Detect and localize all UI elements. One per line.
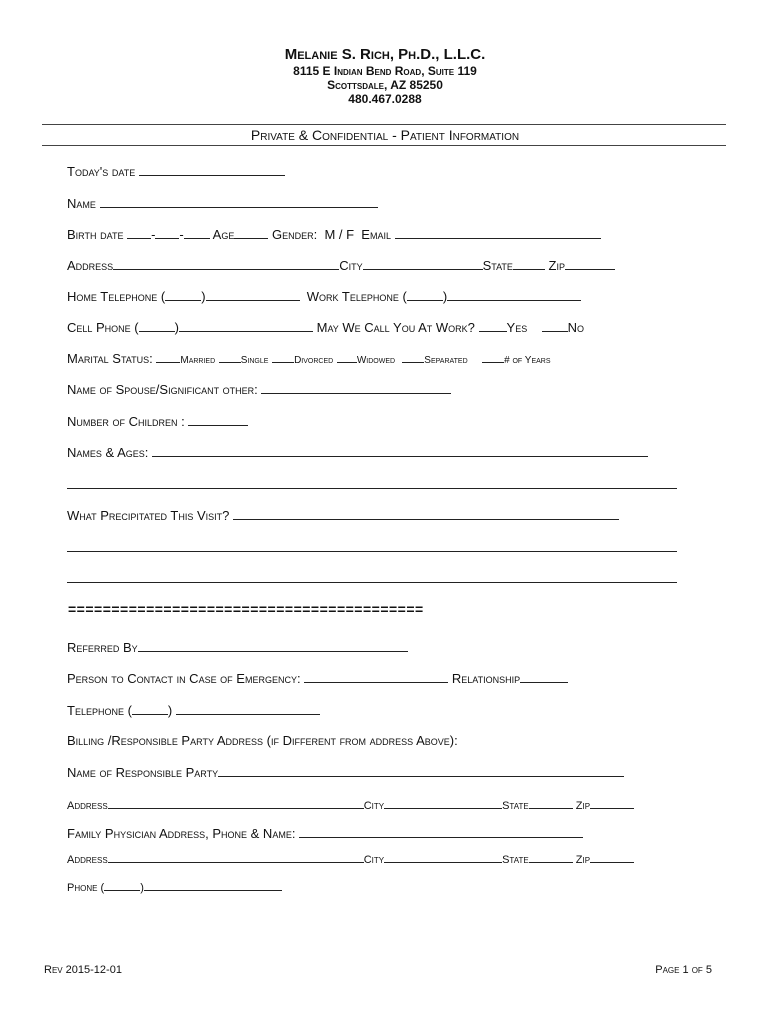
precipitated-field[interactable] — [233, 507, 619, 520]
home-tel-field[interactable] — [206, 288, 300, 301]
title-rule-bottom — [42, 145, 726, 146]
cell-row: Cell Phone ( ) May We Call You At Work? Yes No — [67, 320, 585, 335]
billing-address-label: Address — [67, 800, 108, 812]
relationship-label: Relationship — [451, 671, 521, 686]
gender-label: Gender: — [271, 227, 318, 242]
age-field[interactable] — [234, 226, 268, 239]
todays-date-field[interactable] — [139, 163, 285, 176]
telephone-row: Home Telephone ( ) Work Telephone ( ) — [67, 288, 581, 305]
physician-city-field[interactable] — [384, 850, 502, 863]
precipitated-line-3[interactable] — [67, 582, 677, 583]
single-label: Single — [240, 355, 269, 366]
physician-state-field[interactable] — [529, 850, 573, 863]
practice-name: Melanie S. Rich, Ph.D., L.L.C. — [284, 46, 486, 63]
emergency-label: Person to Contact in Case of Emergency: — [67, 671, 301, 686]
billing-city-label: City — [363, 800, 385, 812]
married-field[interactable] — [156, 350, 180, 363]
work-tel-label: Work Telephone — [306, 289, 399, 304]
todays-date-row — [67, 163, 285, 180]
address-row — [67, 257, 615, 274]
emergency-row — [67, 670, 568, 687]
physician-phone-field[interactable] — [144, 878, 282, 891]
physician-zip-label: Zip — [575, 854, 591, 866]
physician-label: Family Physician Address, Phone & Name: — [67, 826, 296, 841]
years-field[interactable] — [482, 350, 504, 363]
physician-phone-label: Phone — [67, 882, 98, 894]
home-area-field[interactable] — [165, 288, 201, 301]
physician-row — [67, 825, 583, 842]
physician-address-label: Address — [67, 854, 108, 866]
single-field[interactable] — [219, 350, 241, 363]
referred-row — [67, 639, 408, 656]
widowed-field[interactable] — [337, 350, 357, 363]
birth-year-field[interactable] — [184, 226, 210, 239]
children-label: Number of Children : — [67, 414, 185, 429]
marital-row — [67, 350, 551, 369]
physician-address-field[interactable] — [108, 850, 364, 863]
separated-field[interactable] — [402, 350, 424, 363]
spouse-label: Name of Spouse/Significant other: — [67, 382, 258, 397]
city-field[interactable] — [363, 257, 483, 270]
years-label: # of Years — [504, 355, 551, 366]
married-label: Married — [180, 355, 216, 366]
billing-address-field[interactable] — [108, 796, 364, 809]
physician-address-row — [67, 850, 634, 868]
may-call-yes-label: Yes — [506, 320, 528, 335]
address-label: Address — [67, 258, 114, 273]
title-rule-top — [42, 124, 726, 125]
zip-field[interactable] — [565, 257, 615, 270]
billing-label: Billing /Responsible Party Address (if Different from address Above): — [67, 733, 458, 748]
precipitated-line-2[interactable] — [67, 551, 677, 552]
physician-zip-field[interactable] — [590, 850, 634, 863]
referred-label: Referred By — [67, 640, 138, 655]
emergency-telephone-field[interactable] — [176, 702, 320, 715]
may-call-no-label: No — [567, 320, 585, 335]
children-row — [67, 413, 248, 430]
responsible-row — [67, 764, 624, 781]
birth-date-label: Birth date — [67, 227, 124, 242]
email-label: Email — [361, 227, 391, 242]
email-field[interactable] — [395, 226, 601, 239]
cell-field[interactable] — [179, 319, 313, 332]
spouse-field[interactable] — [261, 381, 451, 394]
name-label: Name — [67, 196, 96, 211]
name-field[interactable] — [100, 195, 378, 208]
billing-zip-field[interactable] — [590, 796, 634, 809]
billing-city-field[interactable] — [384, 796, 502, 809]
address-field[interactable] — [113, 257, 339, 270]
form-title: Private & Confidential - Patient Information — [250, 127, 520, 143]
todays-date-label: Today's date — [67, 164, 136, 179]
names-ages-line-2[interactable] — [67, 488, 677, 489]
divorced-label: Divorced — [294, 355, 334, 366]
practice-address-line2: Scottsdale, AZ 85250 — [327, 78, 443, 92]
gender-options[interactable]: M / F — [324, 227, 355, 242]
cell-label: Cell Phone — [67, 320, 131, 335]
billing-row — [67, 733, 458, 749]
may-call-yes-field[interactable] — [479, 319, 507, 332]
emergency-telephone-label: Telephone — [67, 703, 124, 718]
spouse-row — [67, 381, 451, 398]
names-ages-field[interactable] — [152, 444, 648, 457]
work-area-field[interactable] — [407, 288, 443, 301]
precipitated-label: What Precipitated This Visit? — [67, 508, 230, 523]
names-ages-label: Names & Ages: — [67, 445, 149, 460]
names-ages-row — [67, 444, 648, 461]
page-number: Page 1 of 5 — [655, 964, 712, 976]
revision-label: Rev 2015-12-01 — [44, 964, 122, 976]
practice-phone: 480.467.0288 — [348, 92, 422, 106]
physician-state-label: State — [502, 854, 529, 866]
emergency-field[interactable] — [304, 670, 448, 683]
physician-phone-row: Phone ( ) — [67, 878, 282, 896]
precipitated-row — [67, 507, 619, 524]
physician-city-label: City — [363, 854, 385, 866]
responsible-label: Name of Responsible Party — [67, 765, 219, 780]
billing-state-field[interactable] — [529, 796, 573, 809]
age-label: Age — [212, 227, 235, 242]
referred-field[interactable] — [138, 639, 408, 652]
work-tel-field[interactable] — [447, 288, 581, 301]
emergency-telephone-row: Telephone ( ) — [67, 702, 320, 719]
birth-row: Birth date - - Age Gender: M / F Email — [67, 226, 601, 243]
children-field[interactable] — [188, 413, 248, 426]
relationship-field[interactable] — [520, 670, 568, 683]
name-row — [67, 195, 378, 212]
divorced-field[interactable] — [272, 350, 294, 363]
home-tel-label: Home Telephone — [67, 289, 158, 304]
physician-area-field[interactable] — [104, 878, 140, 891]
city-label: City — [339, 258, 363, 273]
billing-state-label: State — [502, 800, 529, 812]
birth-day-field[interactable] — [155, 226, 179, 239]
cell-area-field[interactable] — [139, 319, 175, 332]
physician-field[interactable] — [299, 825, 583, 838]
widowed-label: Widowed — [356, 355, 396, 366]
billing-zip-label: Zip — [575, 800, 591, 812]
emergency-area-field[interactable] — [132, 702, 168, 715]
birth-month-field[interactable] — [127, 226, 151, 239]
zip-label: Zip — [548, 258, 565, 273]
responsible-field[interactable] — [218, 764, 624, 777]
may-call-label: May We Call You At Work? — [316, 320, 475, 335]
may-call-no-field[interactable] — [542, 319, 568, 332]
separated-label: Separated — [424, 355, 468, 366]
billing-address-row — [67, 796, 634, 814]
practice-address-line1: 8115 E Indian Bend Road, Suite 119 — [293, 64, 477, 78]
marital-label: Marital Status: — [67, 351, 153, 366]
state-label: State — [482, 258, 513, 273]
state-field[interactable] — [513, 257, 545, 270]
section-separator: ========================================= — [68, 601, 424, 617]
